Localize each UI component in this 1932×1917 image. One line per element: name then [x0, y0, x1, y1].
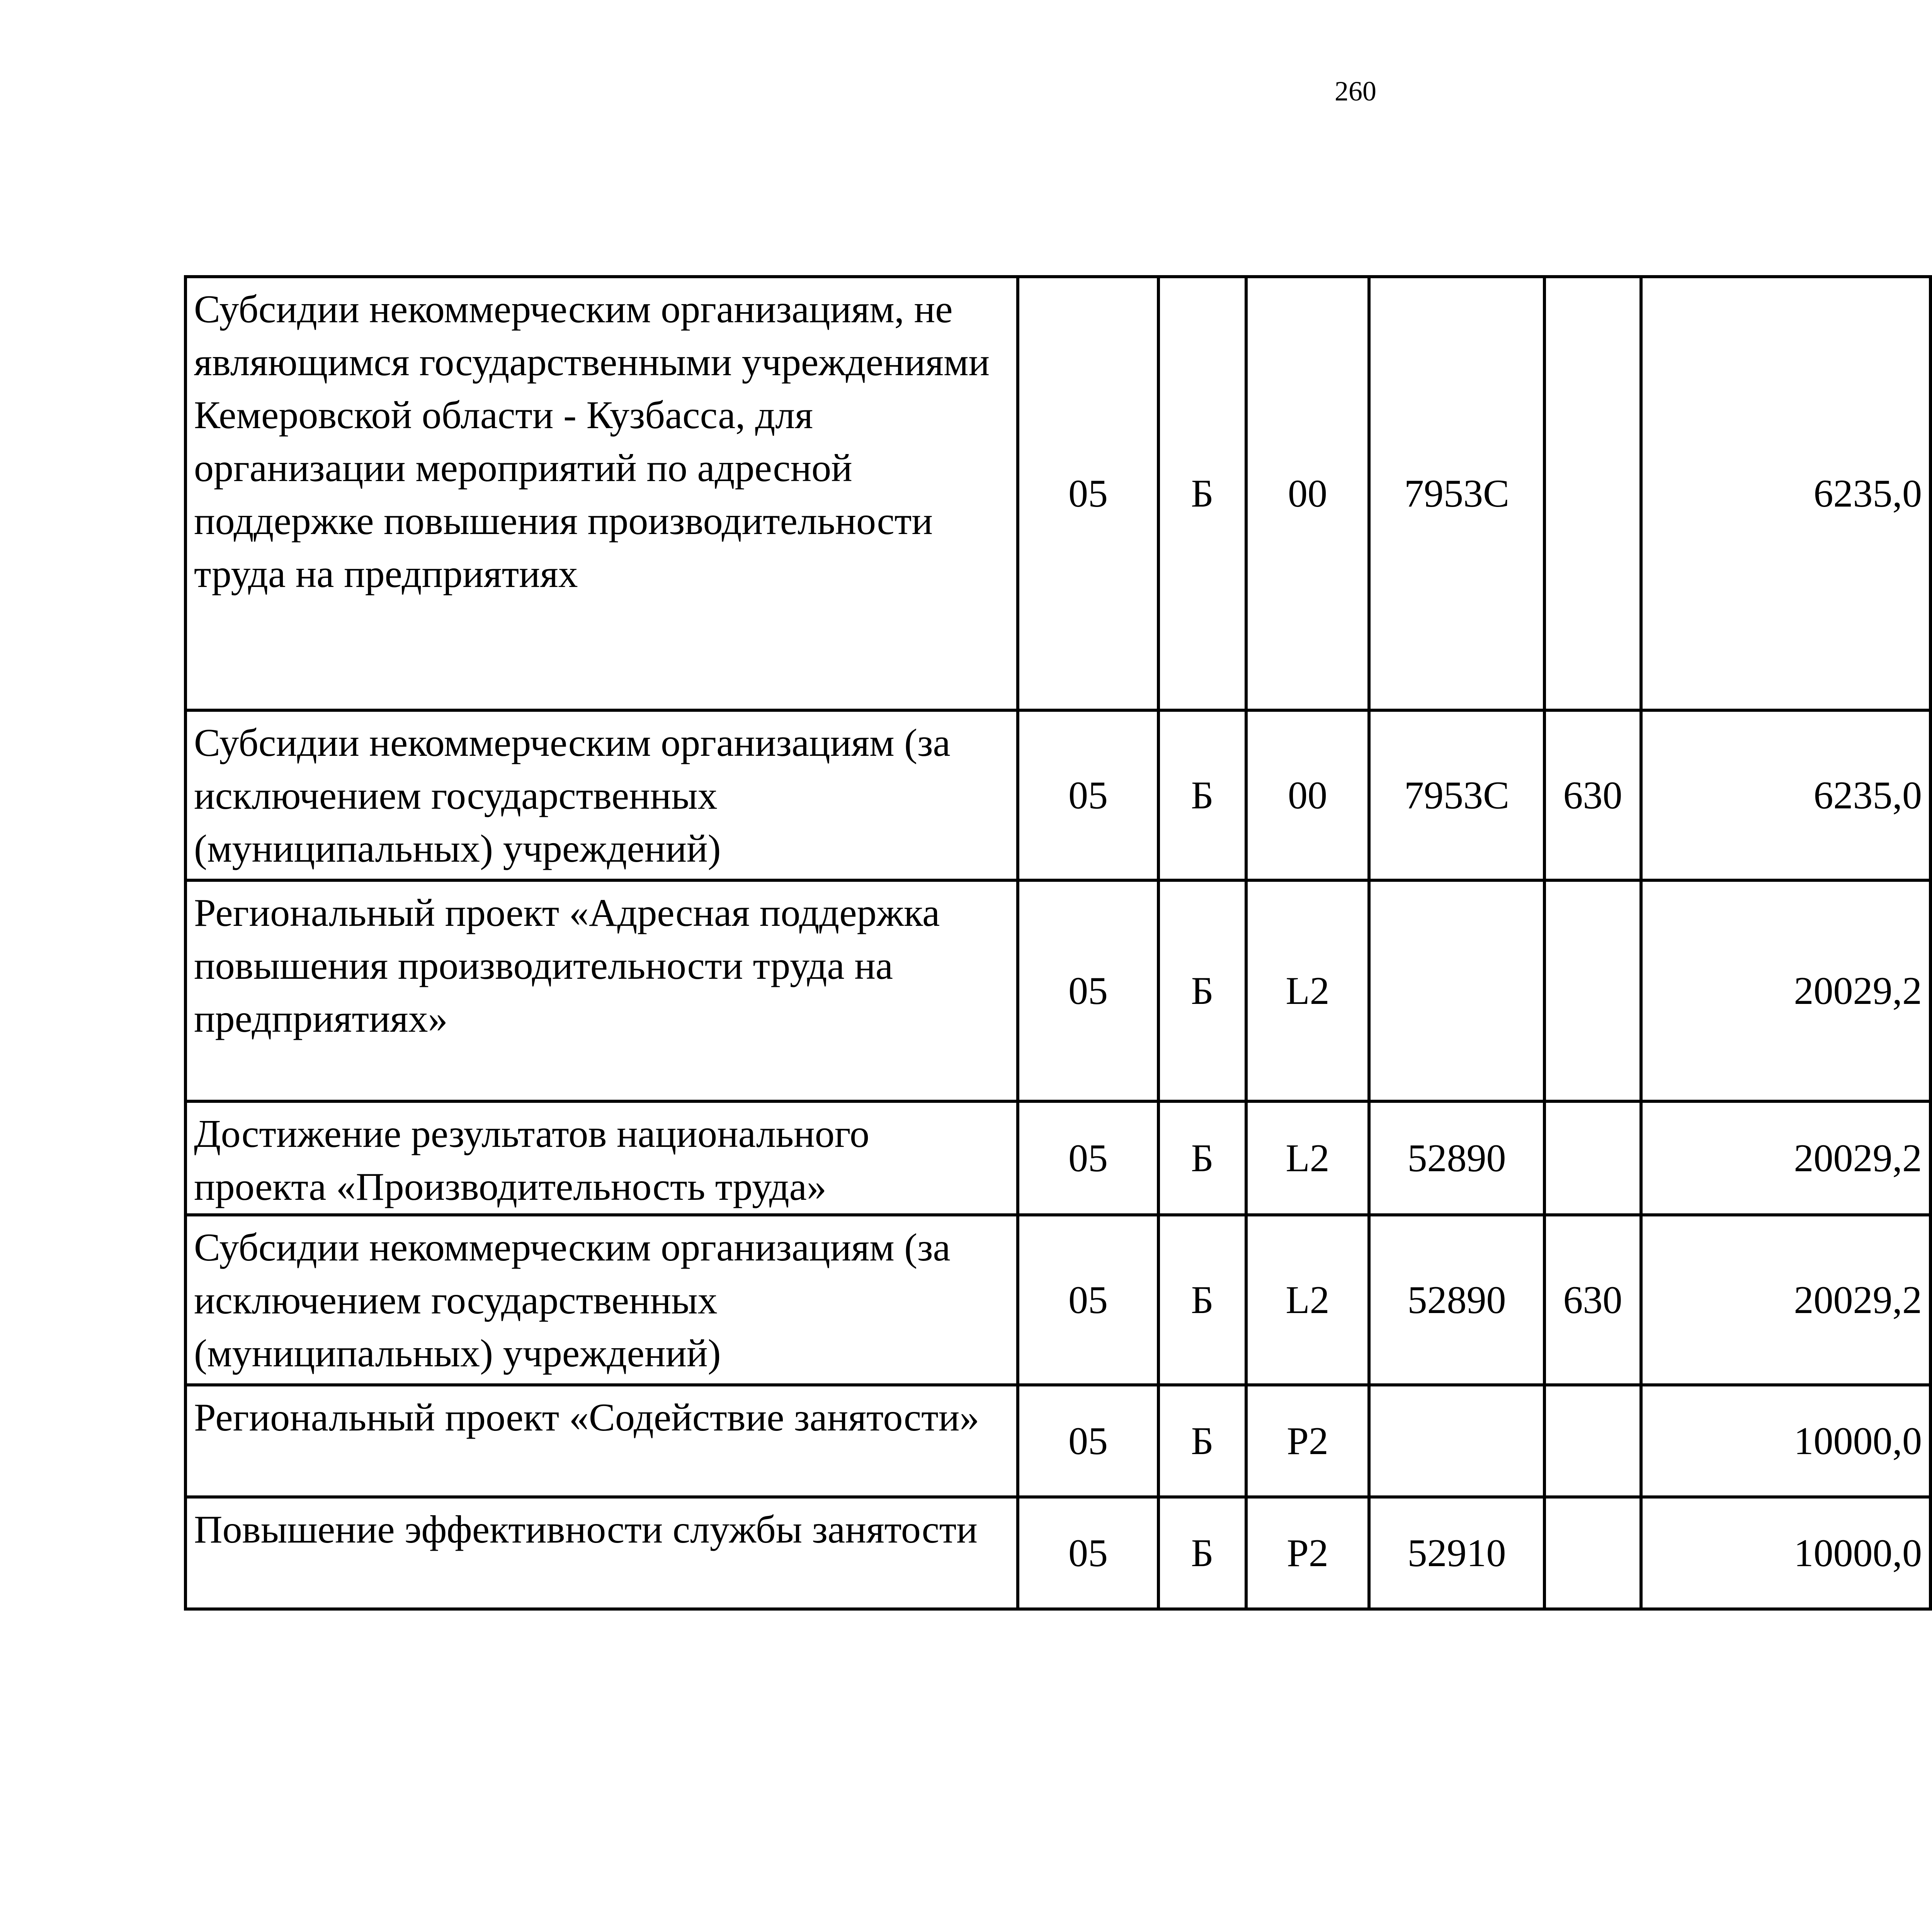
item-code: 52890 — [1369, 1101, 1544, 1215]
group-code: L2 — [1246, 1101, 1369, 1215]
subprogram-code: Б — [1158, 277, 1246, 710]
table-row — [185, 880, 1932, 1101]
amount-1: 10000,0 — [1641, 1385, 1930, 1497]
expense-type-code: 630 — [1544, 710, 1641, 880]
amount-1: 20029,2 — [1641, 880, 1930, 1101]
section-code: 05 — [1018, 1385, 1158, 1497]
expense-type-code: 630 — [1544, 1215, 1641, 1385]
item-code: 7953С — [1369, 277, 1544, 710]
section-code: 05 — [1018, 1101, 1158, 1215]
item-code — [1369, 1385, 1544, 1497]
amount-1: 20029,2 — [1641, 1215, 1930, 1385]
group-code: L2 — [1246, 880, 1369, 1101]
subprogram-code: Б — [1158, 710, 1246, 880]
expense-type-code — [1544, 1497, 1641, 1609]
item-code — [1369, 880, 1544, 1101]
amount-2 — [1930, 277, 1932, 710]
amount-1: 10000,0 — [1641, 1497, 1930, 1609]
amount-2 — [1930, 1497, 1932, 1609]
section-code: 05 — [1018, 880, 1158, 1101]
amount-1: 20029,2 — [1641, 1101, 1930, 1215]
item-code: 52890 — [1369, 1215, 1544, 1385]
amount-2 — [1930, 1101, 1932, 1215]
page-number: 260 — [1335, 76, 1376, 107]
section-code: 05 — [1018, 1497, 1158, 1609]
row-description: Субсидии некоммерческим организациям, не являющимся государственными учреждениями Кемеровской области - Кузбасса, для организации мероприятий по адресной поддержке повышения производительности труда на предприятиях — [185, 277, 1018, 710]
amount-1: 6235,0 — [1641, 277, 1930, 710]
subprogram-code: Б — [1158, 1101, 1246, 1215]
row-description: Региональный проект «Содействие занятости» — [185, 1385, 1018, 1497]
item-code: 52910 — [1369, 1497, 1544, 1609]
subprogram-code: Б — [1158, 880, 1246, 1101]
amount-1: 6235,0 — [1641, 710, 1930, 880]
table-row — [185, 1101, 1932, 1215]
group-code: 00 — [1246, 710, 1369, 880]
table-row — [185, 710, 1932, 880]
amount-2 — [1930, 1215, 1932, 1385]
row-description: Достижение результатов национального проекта «Производительность труда» — [185, 1101, 1018, 1215]
table-row — [185, 1497, 1932, 1609]
amount-2 — [1930, 880, 1932, 1101]
table-row — [185, 1385, 1932, 1497]
subprogram-code: Б — [1158, 1385, 1246, 1497]
amount-2 — [1930, 1385, 1932, 1497]
section-code: 05 — [1018, 710, 1158, 880]
row-description: Субсидии некоммерческим организациям (за исключением государственных (муниципальных) учреждений) — [185, 1215, 1018, 1385]
expense-type-code — [1544, 880, 1641, 1101]
section-code: 05 — [1018, 277, 1158, 710]
group-code: Р2 — [1246, 1497, 1369, 1609]
table-row — [185, 1215, 1932, 1385]
table-row — [185, 277, 1932, 710]
row-description: Повышение эффективности службы занятости — [185, 1497, 1018, 1609]
expense-type-code — [1544, 277, 1641, 710]
subprogram-code: Б — [1158, 1215, 1246, 1385]
group-code: 00 — [1246, 277, 1369, 710]
amount-2 — [1930, 710, 1932, 880]
budget-table — [184, 275, 1932, 1611]
item-code: 7953С — [1369, 710, 1544, 880]
section-code: 05 — [1018, 1215, 1158, 1385]
row-description: Субсидии некоммерческим организациям (за исключением государственных (муниципальных) учреждений) — [185, 710, 1018, 880]
expense-type-code — [1544, 1385, 1641, 1497]
row-description: Региональный проект «Адресная поддержка повышения производительности труда на предприятиях» — [185, 880, 1018, 1101]
subprogram-code: Б — [1158, 1497, 1246, 1609]
group-code: Р2 — [1246, 1385, 1369, 1497]
expense-type-code — [1544, 1101, 1641, 1215]
group-code: L2 — [1246, 1215, 1369, 1385]
